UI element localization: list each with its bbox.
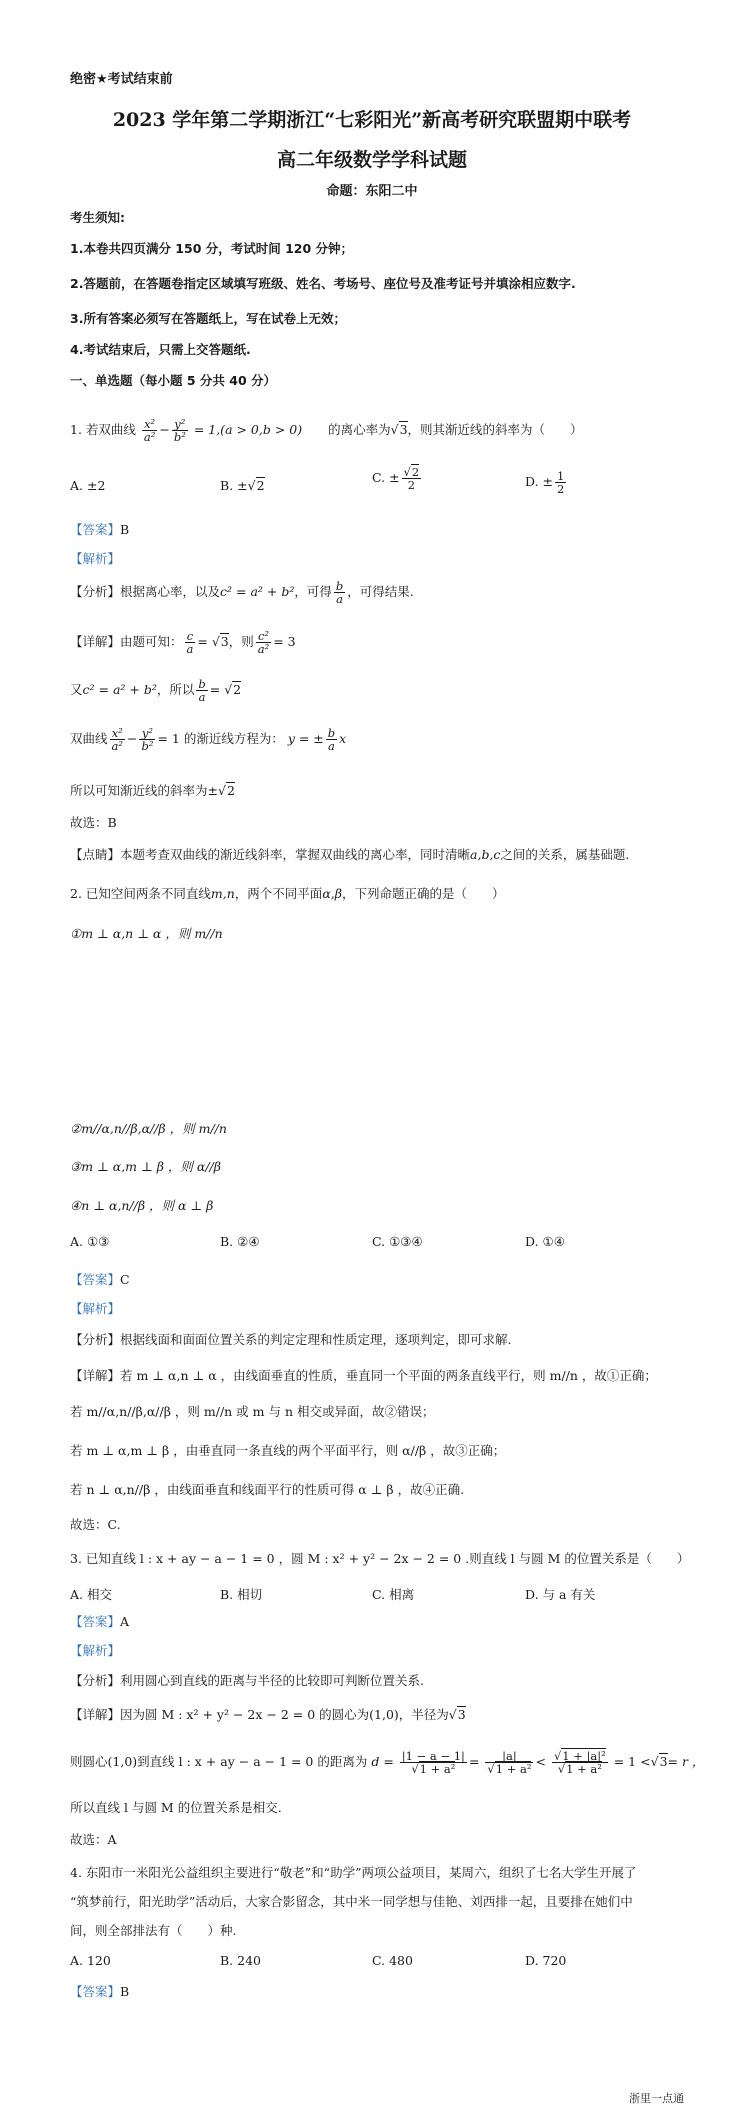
q3-option-a: A. 相交: [70, 1587, 112, 1602]
q2-xiangjie-4: 若 n ⊥ α,n//β ，由线面垂直和线面平行的性质可得 α ⊥ β ，故④正确.: [70, 1482, 465, 1497]
q2-xiangjie-2: 若 m//α,n//β,α//β ，则 m//n 或 m 与 n 相交或异面，故②错误；: [70, 1404, 435, 1419]
q1-fenxi: 【分析】根据离心率，以及c² = a² + b²，可得 $\frac{b}{a}$ ，可得结果.: [70, 579, 414, 607]
q2-option-d: D. ①④: [525, 1234, 565, 1249]
q2-statement-1: ①m ⊥ α,n ⊥ α ，则 m//n: [70, 926, 223, 941]
secret-label: 绝密★考试结束前: [70, 72, 173, 87]
q1-option-c: C. ± $\frac{√2}{2}$: [372, 465, 420, 493]
q1-option-a: A. ±2: [70, 478, 106, 493]
q1-slope: 所以可知渐近线的斜率为±√2: [70, 783, 235, 798]
q4-option-a: A. 120: [70, 1953, 111, 1968]
question-2-stem: 2. 已知空间两条不同直线m,n，两个不同平面α,β，下列命题正确的是（ ）: [70, 886, 505, 901]
footer-brand: 浙里一点通: [629, 2092, 684, 2105]
q2-xiangjie-3: 若 m ⊥ α,m ⊥ β ，由垂直同一条直线的两个平面平行，则 α//β ，故③正确；: [70, 1443, 506, 1458]
q2-choose: 故选：C.: [70, 1517, 121, 1532]
q4-option-b: B. 240: [220, 1953, 261, 1968]
q2-xiangjie-1: 【详解】若 m ⊥ α,n ⊥ α ，由线面垂直的性质，垂直同一个平面的两条直线平行，则 m//n ，故①正确；: [70, 1368, 657, 1383]
q3-option-b: B. 相切: [220, 1587, 263, 1602]
question-4-line-1: 4. 东阳市一米阳光公益组织主要进行“敬老”和“助学”两项公益项目，某周六，组织了七名大学生开展了: [70, 1865, 637, 1880]
question-4-line-2: “筑梦前行，阳光助学”活动后，大家合影留念，其中米一同学想与佳艳、刘西排一起，且要排在她们中: [70, 1894, 633, 1909]
exam-author: 命题：东阳二中: [326, 184, 418, 199]
question-1-stem: 1. 若双曲线 $\frac{\text{x²}}{\text{a²}}$ − $\frac{\text{y²}}{\text{b²}}$ = 1,(a > 0,b > 0) 的离心率为√3，则其渐近线的斜率为（ ）: [70, 417, 583, 445]
q3-option-c: C. 相离: [372, 1587, 415, 1602]
q4-answer: 【答案】B: [70, 1984, 130, 1999]
q2-option-a: A. ①③: [70, 1234, 110, 1249]
q3-xiangjie-1: 【详解】因为圆 M : x² + y² − 2x − 2 = 0 的圆心为(1,0)，半径为√3: [70, 1707, 466, 1722]
q3-answer: 【答案】A: [70, 1614, 130, 1629]
q1-xiangjie: 【详解】由题可知： $\frac{c}{a}$ = √3，则 $\frac{\text{c²}}{\text{a²}}$ = 3: [70, 629, 296, 657]
q2-fenxi: 【分析】根据线面和面面位置关系的判定定理和性质定理，逐项判定，即可求解.: [70, 1332, 512, 1347]
q2-analysis-tag: 【解析】: [70, 1301, 121, 1316]
q1-you: 又c² = a² + b²，所以 $\frac{b}{a}$ = √2: [70, 677, 242, 705]
question-4-line-3: 间，则全部排法有（ ）种.: [70, 1923, 237, 1938]
q1-choose: 故选：B: [70, 815, 117, 830]
q2-answer: 【答案】C: [70, 1272, 130, 1287]
q2-statement-4: ④n ⊥ α,n//β ，则 α ⊥ β: [70, 1198, 214, 1213]
notice-item-2: 2.答题前，在答题卷指定区域填写班级、姓名、考场号、座位号及准考证号并填涂相应数字.: [70, 276, 576, 291]
q3-xiangjie-2: 则圆心(1,0)到直线 l : x + ay − a − 1 = 0 的距离为 d = $\frac{|1 - a - 1|}{\text{√1 + a²}}$ = $\frac{|a|}{\text{√1 + a²}}$ < $\frac{\text{√1 + |a|²}}{\text{√1 + a²}}$ = 1 <√3= r ，: [70, 1749, 705, 1777]
exam-title: 2023 学年第二学期浙江“七彩阳光”新高考研究联盟期中联考: [112, 109, 632, 131]
q1-option-b: B. ±√2: [220, 478, 265, 493]
notice-item-1: 1.本卷共四页满分 150 分，考试时间 120 分钟；: [70, 241, 354, 256]
q1-analysis-tag: 【解析】: [70, 551, 121, 566]
q2-statement-2: ②m//α,n//β,α//β ，则 m//n: [70, 1121, 227, 1136]
q1-option-d: D. ± $\frac{1}{2}$: [525, 469, 565, 497]
q3-option-d: D. 与 a 有关: [525, 1587, 596, 1602]
q1-dianjing: 【点睛】本题考查双曲线的渐近线斜率，掌握双曲线的离心率，同时清晰a,b,c之间的关系，属基础题.: [70, 847, 630, 862]
section-heading: 一、单选题（每小题 5 分共 40 分）: [70, 373, 277, 388]
question-3-stem: 3. 已知直线 l : x + ay − a − 1 = 0 ，圆 M : x² + y² − 2x − 2 = 0 .则直线 l 与圆 M 的位置关系是（ ）: [70, 1551, 690, 1566]
q4-option-c: C. 480: [372, 1953, 413, 1968]
q2-option-c: C. ①③④: [372, 1234, 423, 1249]
q2-option-b: B. ②④: [220, 1234, 260, 1249]
notice-heading: 考生须知:: [70, 210, 125, 225]
notice-item-4: 4.考试结束后，只需上交答题纸.: [70, 342, 251, 357]
notice-item-3: 3.所有答案必须写在答题纸上，写在试卷上无效；: [70, 311, 346, 326]
q3-analysis-tag: 【解析】: [70, 1643, 121, 1658]
q3-fenxi: 【分析】利用圆心到直线的距离与半径的比较即可判断位置关系.: [70, 1673, 424, 1688]
exam-subtitle: 高二年级数学学科试题: [276, 149, 467, 171]
q3-choose: 故选：A: [70, 1832, 117, 1847]
q1-asymptote: 双曲线 $\frac{\text{x²}}{\text{a²}}$ − $\frac{\text{y²}}{\text{b²}}$ = 1 的渐近线方程为： y = ± $\frac{b}{a}$ x: [70, 726, 347, 754]
q1-answer: 【答案】B: [70, 522, 130, 537]
q3-xiangjie-3: 所以直线 l 与圆 M 的位置关系是相交.: [70, 1800, 282, 1815]
q4-option-d: D. 720: [525, 1953, 567, 1968]
q2-statement-3: ③m ⊥ α,m ⊥ β ，则 α//β: [70, 1159, 221, 1174]
